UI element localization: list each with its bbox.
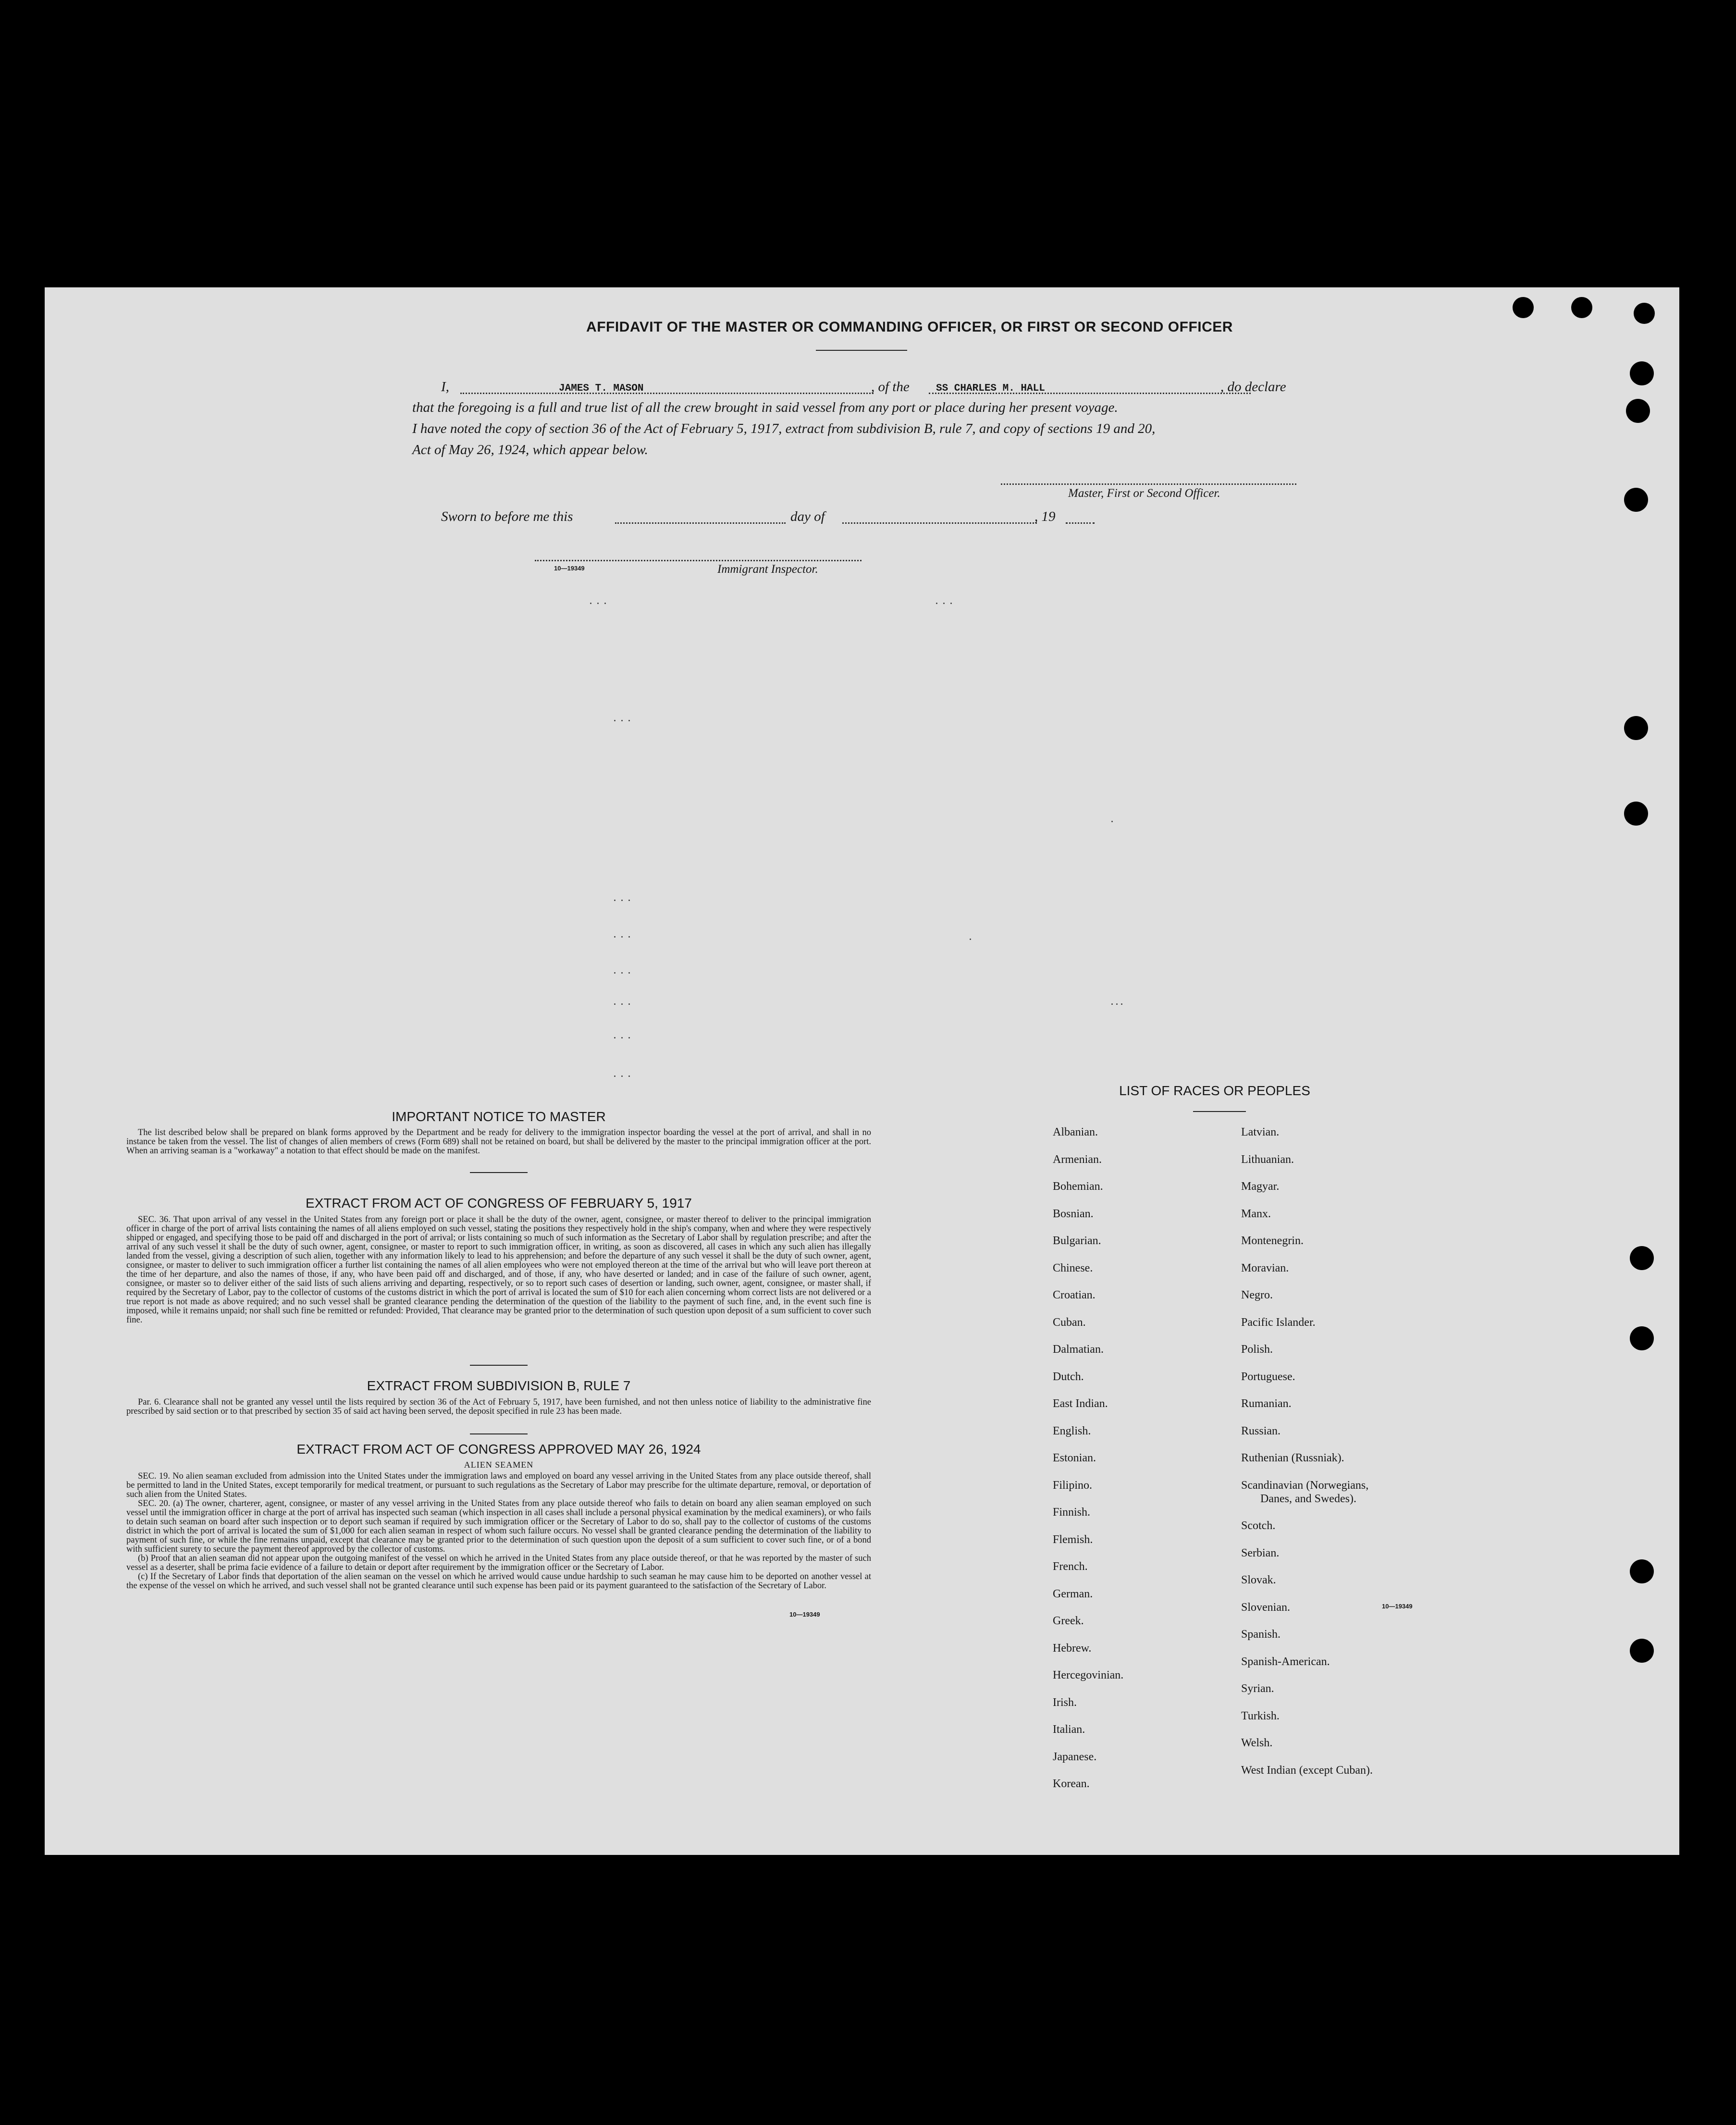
punch-hole bbox=[1513, 297, 1534, 318]
year-prefix: , 19 bbox=[1034, 509, 1056, 524]
race-item: French. bbox=[1053, 1560, 1088, 1573]
race-item: Bosnian. bbox=[1053, 1207, 1094, 1220]
affidavit-line-2: that the foregoing is a full and true list of all the crew brought in said vessel from any port or place during her present voyage. bbox=[412, 400, 1118, 415]
inspector-label: Immigrant Inspector. bbox=[717, 563, 818, 576]
race-item: Negro. bbox=[1241, 1289, 1273, 1301]
race-item: East Indian. bbox=[1053, 1397, 1108, 1410]
punch-hole bbox=[1624, 488, 1648, 512]
par-6-paragraph: Par. 6. Clearance shall not be granted any vessel until the lists required by section 36 of the Act of February 5, 1917, have been furnished, and not then unless notice of liability to the administrative fine prescribed by said section or to that prescribed by section 35 of said act having been served, the deposit specified in rule 23 has been made. bbox=[126, 1397, 871, 1416]
race-item: Albanian. bbox=[1053, 1126, 1098, 1138]
race-item: Bulgarian. bbox=[1053, 1235, 1101, 1247]
race-item: English. bbox=[1053, 1424, 1091, 1437]
race-item: Korean. bbox=[1053, 1778, 1090, 1790]
race-item: Japanese. bbox=[1053, 1750, 1097, 1763]
race-item: Scandinavian (Norwegians, bbox=[1241, 1479, 1369, 1492]
race-item: Slovenian. bbox=[1241, 1601, 1290, 1614]
race-item: Magyar. bbox=[1241, 1180, 1280, 1193]
notice-text bbox=[126, 1128, 871, 1156]
vessel-name-entry: SS CHARLES M. HALL bbox=[936, 383, 1045, 394]
sec-20c-paragraph: (c) If the Secretary of Labor finds that deportation of the alien seaman on the vessel on which he arrived would cause undue hardship to such seaman he may cause him to be deported on another vessel at the expense of the vessel on which he arrived, and such vessel shall not be granted clearance until such expense has been paid or its payment guaranteed to the satisfaction of the Secretary of Labor. bbox=[126, 1572, 871, 1591]
race-item: German. bbox=[1053, 1587, 1093, 1600]
act-1917-title: EXTRACT FROM ACT OF CONGRESS OF FEBRUARY 5, 1917 bbox=[306, 1196, 692, 1211]
race-item: Rumanian. bbox=[1241, 1397, 1292, 1410]
race-item: Italian. bbox=[1053, 1723, 1085, 1736]
master-signature-line bbox=[1001, 483, 1296, 485]
sec-19-paragraph: SEC. 19. No alien seaman excluded from admission into the United States under the immigration laws and employed on board any vessel arriving in the United States from any place outside thereof, shall be permitted to land in the United States, except temporarily for medical treatment, or pursuant to such regulations as the Secretary of Labor may prescribe for the ultimate departure, removal, or deportation of such alien from the United States. bbox=[126, 1471, 871, 1499]
punch-hole bbox=[1630, 1246, 1654, 1270]
race-item: Spanish. bbox=[1241, 1628, 1281, 1641]
form-number-top: 10—19349 bbox=[554, 565, 585, 572]
races-rule bbox=[1193, 1111, 1246, 1112]
punch-hole bbox=[1626, 399, 1650, 423]
race-item: Welsh. bbox=[1241, 1737, 1273, 1750]
race-item: Ruthenian (Russniak). bbox=[1241, 1452, 1344, 1464]
race-item: Pacific Islander. bbox=[1241, 1316, 1316, 1329]
sec-20b-paragraph: (b) Proof that an alien seaman did not appear upon the outgoing manifest of the vessel on which he arrived in the United States from any place outside thereof, or that he was reported by the master of such vessel as a deserter, shall be prima facie evidence of a failure to detain or deport after requirement by the immigration officer or the Secretary of Labor. bbox=[126, 1554, 871, 1572]
legal-extracts-column bbox=[126, 1109, 871, 1811]
punch-hole bbox=[1624, 716, 1648, 740]
punch-hole bbox=[1630, 1559, 1654, 1583]
race-item: Lithuanian. bbox=[1241, 1153, 1294, 1166]
master-signature-label: Master, First or Second Officer. bbox=[1068, 487, 1220, 500]
races-title: LIST OF RACES OR PEOPLES bbox=[1119, 1083, 1310, 1098]
sworn-day-line bbox=[615, 522, 786, 524]
affidavit-line-4: Act of May 26, 1924, which appear below. bbox=[412, 442, 648, 457]
affidavit-line-3: I have noted the copy of section 36 of the Act of February 5, 1917, extract from subdivision B, rule 7, and copy of sections 19 and 20, bbox=[412, 421, 1156, 436]
notice-paragraph: The list described below shall be prepared on blank forms approved by the Department and be ready for delivery to the immigration inspector boarding the vessel at the port of arrival, and shall in no instance be taken from the vessel. The list of changes of alien members of crews (Form 689) shall not be retained on board, but shall be delivered by the master to the principal immigration officer at the port. When an arriving seaman is a "workaway" a notation to that effect should be made on the manifest. bbox=[126, 1128, 871, 1156]
sworn-line bbox=[441, 506, 1114, 527]
punch-hole bbox=[1571, 297, 1592, 318]
act-1924-text bbox=[126, 1472, 871, 1591]
alien-seamen-subtitle: ALIEN SEAMEN bbox=[464, 1460, 534, 1470]
day-of-label: day of bbox=[790, 509, 825, 524]
race-item: Hebrew. bbox=[1053, 1642, 1092, 1655]
race-item: Finnish. bbox=[1053, 1506, 1091, 1519]
race-item: Russian. bbox=[1241, 1424, 1281, 1437]
race-item: Armenian. bbox=[1053, 1153, 1102, 1166]
race-item: Chinese. bbox=[1053, 1261, 1093, 1274]
notice-rule bbox=[470, 1172, 528, 1173]
race-item: Filipino. bbox=[1053, 1479, 1093, 1492]
rule7-title: EXTRACT FROM SUBDIVISION B, RULE 7 bbox=[367, 1378, 631, 1393]
act-1917-rule bbox=[470, 1365, 528, 1366]
race-item: Estonian. bbox=[1053, 1452, 1096, 1464]
of-the-label: , of the bbox=[871, 379, 910, 395]
punch-hole bbox=[1630, 1639, 1654, 1663]
race-item: Spanish-American. bbox=[1241, 1655, 1330, 1668]
rule7-rule bbox=[470, 1433, 528, 1434]
document-page bbox=[45, 287, 1679, 1855]
race-item: Dalmatian. bbox=[1053, 1343, 1104, 1356]
race-item: Dutch. bbox=[1053, 1370, 1084, 1383]
race-item: Irish. bbox=[1053, 1696, 1077, 1709]
races-left-column bbox=[1053, 1126, 1235, 1790]
punch-hole bbox=[1624, 802, 1648, 826]
race-item: Danes, and Swedes). bbox=[1260, 1492, 1356, 1505]
race-item: Montenegrin. bbox=[1241, 1235, 1304, 1247]
race-item: West Indian (except Cuban). bbox=[1241, 1764, 1373, 1777]
race-item: Manx. bbox=[1241, 1207, 1271, 1220]
race-item: Portuguese. bbox=[1241, 1370, 1295, 1383]
race-item: Greek. bbox=[1053, 1615, 1084, 1627]
sworn-month-line bbox=[842, 522, 1037, 524]
affidavit-line-1 bbox=[441, 376, 1306, 397]
race-item: Moravian. bbox=[1241, 1261, 1289, 1274]
affidavit-title: AFFIDAVIT OF THE MASTER OR COMMANDING OFFICER, OR FIRST OR SECOND OFFICER bbox=[586, 319, 1233, 335]
race-item: Cuban. bbox=[1053, 1316, 1086, 1329]
race-item: Croatian. bbox=[1053, 1289, 1096, 1301]
race-item: Polish. bbox=[1241, 1343, 1273, 1356]
sec-36-paragraph: SEC. 36. That upon arrival of any vessel in the United States from any foreign port or place it shall be the duty of the owner, agent, consignee, or master thereof to deliver to the principal immigration officer in charge of the port of arrival lists containing the names of all aliens employed on such vessel, stating the positions they respectively hold in the ship's company, when and where they were respectively shipped or engaged, and specifying those to be paid off and discharged in the port of arrival; or lists containing so much of such information as the Secretary of Labor shall by regulation prescribe; and after the arrival of any such vessel it shall be the duty of such owner, agent, consignee, or master to report to such immigration officer, in writing, as soon as discovered, all cases in which any such alien has illegally landed from the vessel, giving a description of such alien, together with any information likely to lead to his apprehension; and before the departure of any such vessel it shall be the duty of such owner, agent, consignee, or master to deliver to such immigration officer a further list containing the names of all alien employees who were not employed thereon at the time of the arrival but who will leave port thereon at the time of her departure, and also the names of those, if any, who have been paid off and discharged, and of those, if any, who have deserted or landed; and in case of the failure of such owner, agent, consignee, or master so to deliver either of the said lists of such aliens arriving and departing, respectively, or so to report such cases of desertion or landing, such owner, agent, consignee, or master shall, if required by the Secretary of Labor, pay to the collector of customs of the customs district in which the port of arrival is located the sum of $10 for each alien concerning whom correct lists are not delivered or a true report is not made as above required; and no such vessel shall be granted clearance pending the determination of the question of the liability to the payment of such fine, and, in the event such fine is imposed, while it remains unpaid; nor shall such fine be remitted or refunded: Provided, That clearance may be granted prior to the determination of such question upon deposit of a sum sufficient to cover such fine. bbox=[126, 1215, 871, 1325]
race-item: Serbian. bbox=[1241, 1546, 1280, 1559]
master-name-field-line bbox=[460, 393, 874, 394]
rule7-text bbox=[126, 1398, 871, 1416]
i-label: I, bbox=[441, 379, 449, 395]
sworn-label: Sworn to before me this bbox=[441, 509, 573, 524]
form-number-left: 10—19349 bbox=[789, 1611, 820, 1618]
punch-hole bbox=[1634, 303, 1655, 324]
act-1917-text bbox=[126, 1215, 871, 1325]
title-rule bbox=[816, 350, 907, 351]
sec-20a-paragraph: SEC. 20. (a) The owner, charterer, agent, consignee, or master of any vessel arriving in the United States from any place outside thereof who fails to detain on board any alien seaman employed on such vessel until the immigration officer in charge at the port of arrival has inspected such seaman (which inspection in all cases shall include a personal physical examination by the medical examiners), or who fails to detain such seaman on board after such inspection or to deport such seaman if required by such immigration officer or the Secretary of Labor to do so, shall pay to the collector of customs of the customs district in which the port of arrival is located the sum of $1,000 for each alien seaman in respect of whom such failure occurs. No vessel shall be granted clearance pending the determination of the liability to payment of such fine, or while the fine remains unpaid, except that clearance may be granted prior to the determination of such question upon the deposit of a sum sufficient to cover such fine, or of a bond with sufficient surety to secure the payment thereof approved by the collector of customs. bbox=[126, 1499, 871, 1554]
inspector-signature-line bbox=[535, 560, 862, 561]
master-name-entry: JAMES T. MASON bbox=[559, 383, 644, 394]
race-item: Syrian. bbox=[1241, 1682, 1274, 1695]
notice-title: IMPORTANT NOTICE TO MASTER bbox=[392, 1109, 606, 1124]
punch-hole bbox=[1630, 361, 1654, 385]
race-item: Flemish. bbox=[1053, 1533, 1093, 1546]
race-item: Latvian. bbox=[1241, 1126, 1280, 1138]
punch-hole bbox=[1630, 1326, 1654, 1350]
act-1924-title: EXTRACT FROM ACT OF CONGRESS APPROVED MAY 26, 1924 bbox=[296, 1442, 701, 1457]
race-item: Hercegovinian. bbox=[1053, 1669, 1124, 1681]
race-item: Slovak. bbox=[1241, 1574, 1276, 1587]
do-declare-label: , do declare bbox=[1220, 379, 1286, 395]
race-item: Scotch. bbox=[1241, 1520, 1276, 1532]
sworn-year-line bbox=[1066, 522, 1095, 524]
race-item: Bohemian. bbox=[1053, 1180, 1103, 1193]
race-item: Turkish. bbox=[1241, 1709, 1280, 1722]
form-number-right: 10—19349 bbox=[1382, 1603, 1413, 1610]
